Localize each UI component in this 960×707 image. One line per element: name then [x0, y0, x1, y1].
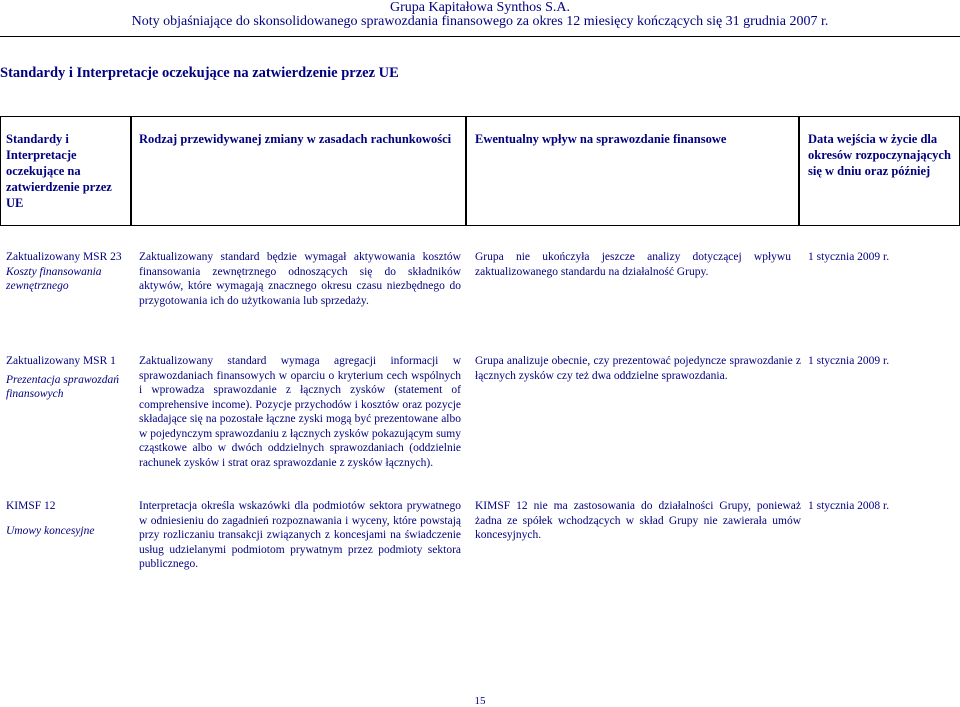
table-row-3-change: Interpretacja określa wskazówki dla podmiotów sektora prywatnego w odniesieniu do zagadnień rozpoznawania i wyceny, które powstają przy rozliczaniu transakcji związanych z koncesjami na świadczenie usług udzielanymi podmiotom prywatnym przez podmioty sektora publicznego.: [139, 500, 461, 570]
table-row-2-impact: Grupa analizuje obecnie, czy prezentować pojedyncze sprawozdanie z łącznych zysków czy też dwa oddzielne sprawozdania.: [475, 355, 801, 382]
table-row-2-change: Zaktualizowany standard wymaga agregacji informacji w sprawozdaniach finansowych w oparciu o kryterium cech wspólnych i wprowadza sprawozdanie z łącznych zysków (statement of comprehensive income). Pozycje przychodów i kosztów oraz pozycje składające się na pozostałe łączne zyski mogą być prezentowane albo w pojedynczym sprawozdaniu z łącznych zysków pokazującym sumy cząstkowe albo w dwóch oddzielnych sprawozdaniach (oddzielnie rachunek zysków i strat oraz sprawozdanie z zysków łącznych).: [139, 355, 461, 469]
table-row-2-date: 1 stycznia 2009 r.: [808, 355, 890, 367]
table-row-3-standard: [6, 499, 126, 538]
column-header-impact: Ewentualny wpływ na sprawozdanie finansowe: [475, 132, 727, 146]
page-number: 15: [474, 695, 486, 707]
section-title: Standardy i Interpretacje oczekujące na zatwierdzenie przez UE: [0, 65, 399, 81]
table-row-2-standard: [6, 354, 126, 402]
standard-name: KIMSF 12: [6, 500, 56, 512]
table-row-3-date: 1 stycznia 2008 r.: [808, 500, 890, 512]
standard-name: Zaktualizowany MSR 1: [6, 355, 116, 367]
standard-subtitle: Prezentacja sprawozdań finansowych: [6, 373, 119, 400]
column-header-date: Data wejścia w życie dla okresów rozpoczynających się w dniu oraz później: [808, 132, 951, 178]
standard-subtitle: Koszty finansowania zewnętrznego: [6, 265, 102, 292]
standard-name: Zaktualizowany MSR 23: [6, 251, 122, 263]
standard-subtitle: Umowy koncesyjne: [6, 524, 95, 537]
table-row-3-impact: KIMSF 12 nie ma zastosowania do działalności Grupy, ponieważ żadna ze spółek wchodzących w skład Grupy nie zawierała umów koncesyjnych.: [475, 500, 801, 541]
table-row-1-change: Zaktualizowany standard będzie wymagał aktywowania kosztów finansowania zewnętrznego odnoszących się do składników aktywów, które wymagają znacznego okresu czasu niezbędnego do przygotowania ich do użytkowania lub sprzedaży.: [139, 251, 461, 307]
table-row-1-standard: [6, 250, 126, 294]
column-header-standard: Standardy i Interpretacje oczekujące na zatwierdzenie przez UE: [6, 132, 112, 210]
table-row-1-date: 1 stycznia 2009 r.: [808, 251, 890, 263]
table-row-1-impact: Grupa nie ukończyła jeszcze analizy dotyczącej wpływu zaktualizowanego standardu na działalność Grupy.: [475, 251, 791, 278]
header-divider: [0, 36, 960, 37]
column-header-change: Rodzaj przewidywanej zmiany w zasadach rachunkowości: [139, 132, 452, 146]
document-company-header: Grupa Kapitałowa Synthos S.A.: [389, 0, 571, 15]
document-subtitle-header: Noty objaśniające do skonsolidowanego sprawozdania finansowego za okres 12 miesięcy kończących się 31 grudnia 2007 r.: [131, 14, 829, 29]
